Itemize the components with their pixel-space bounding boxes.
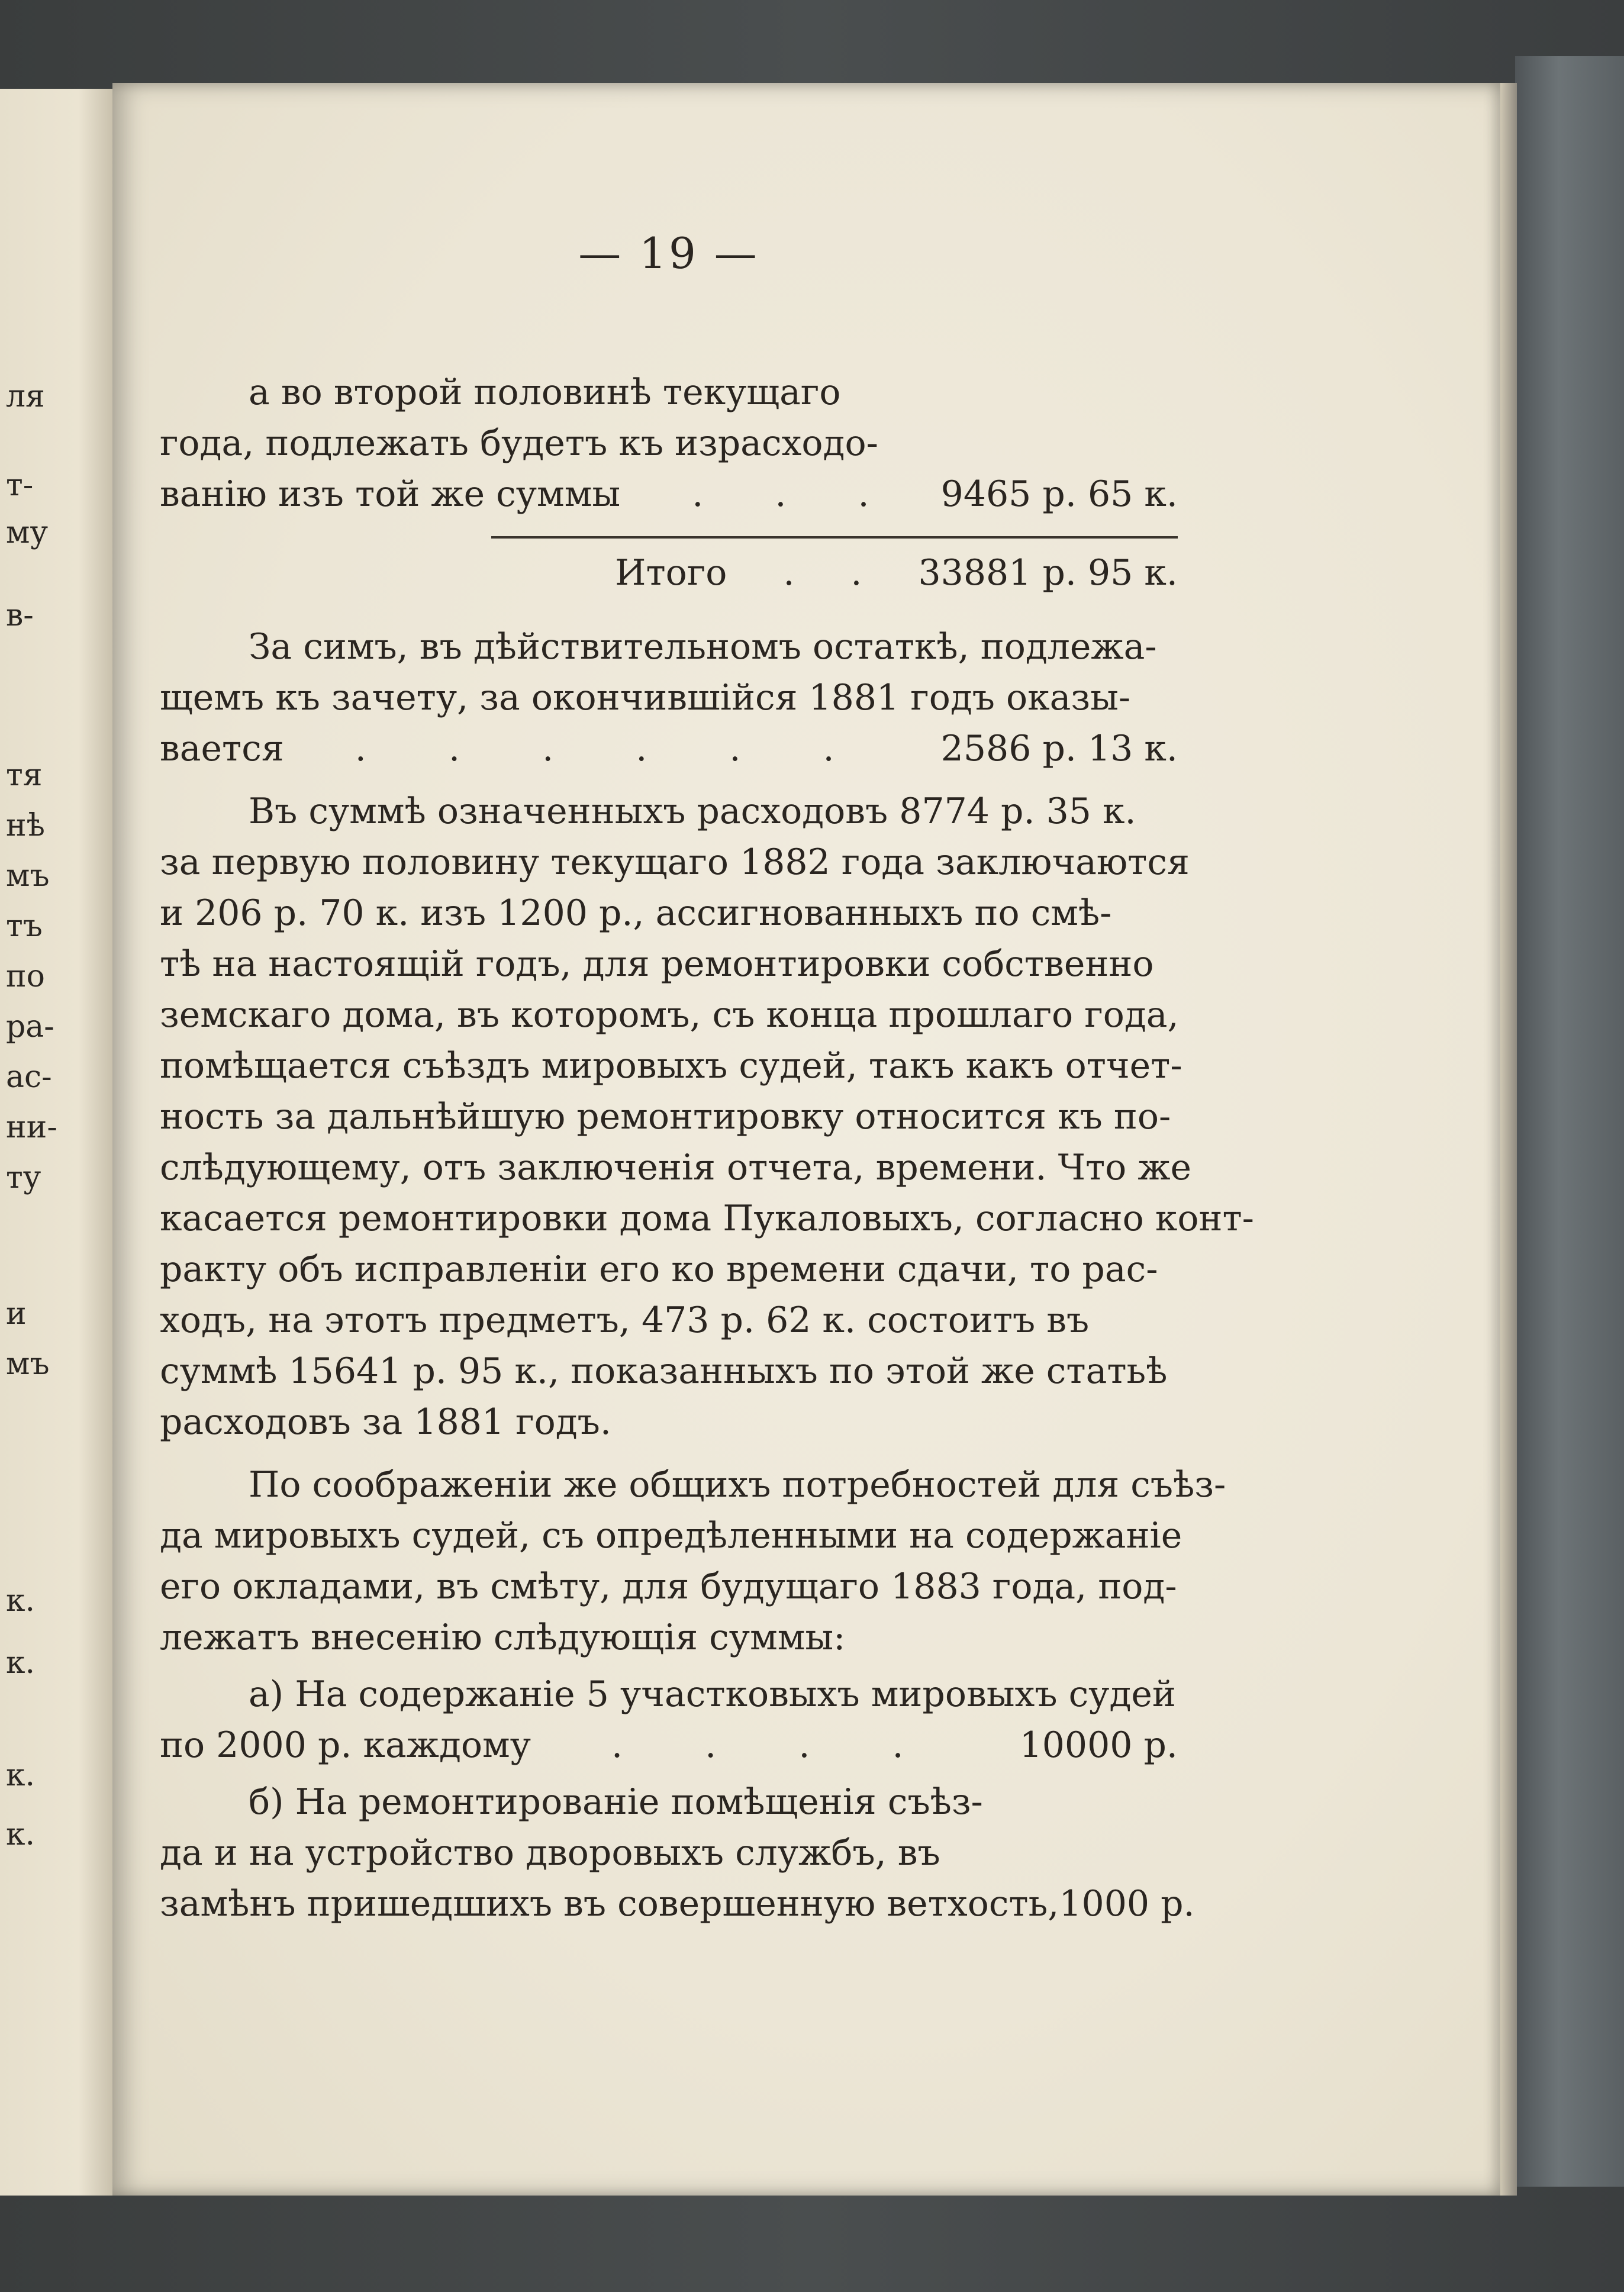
amount: 1000 р.	[1059, 1883, 1195, 1924]
text-line-with-sum	[160, 469, 1178, 520]
left-fragment: ля	[6, 379, 45, 414]
text-line: и 206 р. 70 к. изъ 1200 р., ассигнованныхъ по смѣ-	[160, 892, 1112, 934]
left-fragment: по	[6, 959, 45, 994]
page-edge	[1500, 83, 1517, 2196]
text-line: По соображеніи же общихъ потребностей для съѣз-	[249, 1464, 1226, 1506]
left-fragment: в-	[6, 598, 34, 633]
leader-dot: .	[850, 552, 862, 594]
total-label: Итого	[615, 552, 727, 594]
text-line: за первую половину текущаго 1882 года заключаются	[160, 842, 1190, 883]
text-line: расходовъ за 1881 годъ.	[160, 1401, 611, 1443]
left-fragment: к.	[6, 1758, 36, 1793]
text-line: касается ремонтировки дома Пукаловыхъ, согласно конт-	[160, 1198, 1254, 1239]
text-line: суммѣ 15641 р. 95 к., показанныхъ по этой же статьѣ	[160, 1350, 1168, 1392]
amount: 10000 р.	[1019, 1724, 1178, 1766]
left-fragment: нѣ	[6, 808, 46, 843]
total-amount: 33881 р. 95 к.	[918, 552, 1178, 594]
text-line: б) На ремонтированіе помѣщенія съѣз-	[249, 1781, 983, 1823]
text-line: а) На содержаніе 5 участковыхъ мировыхъ судей	[249, 1674, 1176, 1715]
text-line-with-sum	[160, 723, 1178, 774]
text-line: да и на устройство дворовыхъ службъ, въ	[160, 1832, 940, 1874]
text-line: года, подлежать будетъ къ израсходо-	[160, 423, 878, 464]
left-fragment: т-	[6, 468, 34, 503]
text-line: слѣдующему, отъ заключенія отчета, времени. Что же	[160, 1147, 1192, 1188]
leader-dot: .	[858, 473, 869, 515]
text-line: помѣщается съѣздъ мировыхъ судей, такъ какъ отчет-	[160, 1045, 1182, 1087]
sum-rule	[491, 536, 1178, 539]
left-fragment: му	[6, 515, 49, 550]
text-line: ность за дальнѣйшую ремонтировку относится къ по-	[160, 1096, 1171, 1137]
text-line: щемъ къ зачету, за окончившійся 1881 годъ оказы-	[160, 677, 1131, 718]
text-line: ходъ, на этотъ предметъ, 473 р. 62 к. состоитъ въ	[160, 1300, 1090, 1341]
left-fragment: ни-	[6, 1110, 57, 1145]
text-line: лежатъ внесенію слѣдующія суммы:	[160, 1617, 846, 1658]
text-line: земскаго дома, въ которомъ, съ конца прошлаго года,	[160, 994, 1179, 1036]
text-line: его окладами, въ смѣту, для будущаго 1883 года, под-	[160, 1566, 1177, 1607]
line-text: ванію изъ той же суммы	[160, 473, 621, 515]
leader-dot: .	[783, 552, 795, 594]
left-fragment: и	[6, 1296, 27, 1332]
left-fragment: тя	[6, 757, 43, 793]
left-fragment: ра-	[6, 1009, 54, 1045]
line-text: вается	[160, 728, 284, 769]
left-fragment: тъ	[6, 908, 43, 944]
total-line	[160, 547, 1178, 598]
text-line: а во второй половинѣ текущаго	[249, 372, 841, 413]
left-fragment: ас-	[6, 1059, 52, 1095]
left-fragment: ту	[6, 1160, 41, 1195]
text-line: За симъ, въ дѣйствительномъ остаткѣ, подлежа-	[249, 626, 1157, 668]
leader-dot: .	[692, 473, 704, 515]
left-fragment: к.	[6, 1645, 36, 1681]
line-text: по 2000 р. каждому	[160, 1724, 531, 1766]
leader-dots: . . . . . .	[355, 728, 870, 769]
text-line: тѣ на настоящій годъ, для ремонтировки собственно	[160, 943, 1154, 985]
left-page-margin	[0, 89, 112, 2196]
text-line: ракту объ исправленіи его ко времени сдачи, то рас-	[160, 1249, 1158, 1290]
page-number: — 19 —	[578, 228, 759, 278]
text-line: да мировыхъ судей, съ опредѣленными на содержаніе	[160, 1515, 1182, 1556]
text-line-with-sum	[160, 1720, 1178, 1771]
left-fragment: к.	[6, 1817, 36, 1852]
text-line: Въ суммѣ означенныхъ расходовъ 8774 р. 35 к.	[249, 791, 1136, 832]
book-cover-edge	[1515, 56, 1624, 2187]
amount: 2586 р. 13 к.	[940, 728, 1178, 769]
left-fragment: к.	[6, 1583, 36, 1619]
line-text: замѣнъ пришедшихъ въ совершенную ветхость,	[160, 1883, 1059, 1924]
amount: 9465 р. 65 к.	[940, 473, 1178, 515]
left-fragment: мъ	[6, 858, 50, 894]
left-fragment: мъ	[6, 1346, 50, 1382]
leader-dots: . . . .	[611, 1724, 939, 1766]
leader-dot: .	[775, 473, 787, 515]
text-line-with-sum	[160, 1878, 1195, 1929]
